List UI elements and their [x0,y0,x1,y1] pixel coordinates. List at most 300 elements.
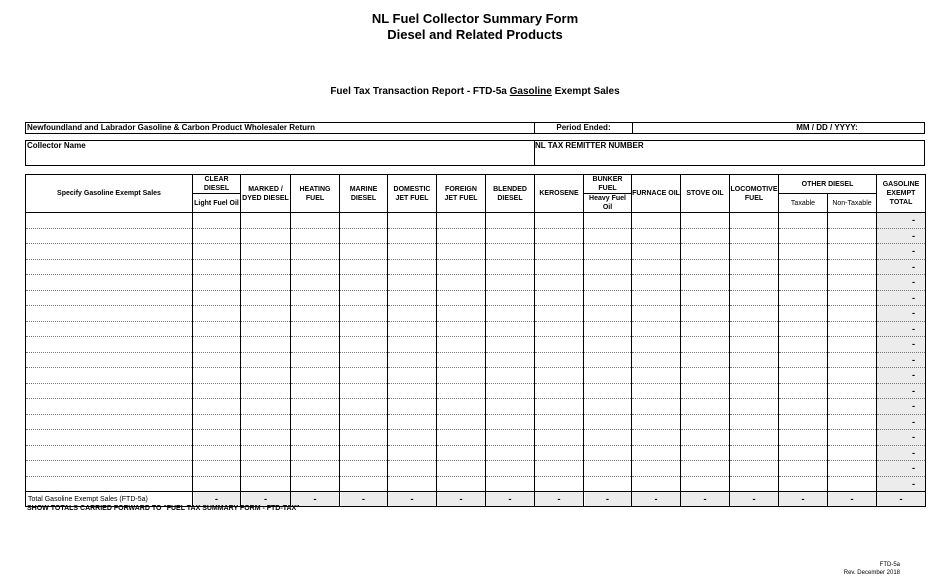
row-amount-cell[interactable] [241,352,291,368]
row-amount-cell[interactable] [730,290,779,306]
row-amount-cell[interactable] [486,461,535,477]
row-amount-cell[interactable] [779,228,828,244]
row-amount-cell[interactable] [437,383,486,399]
row-amount-cell[interactable] [388,306,437,322]
row-amount-cell[interactable] [193,445,241,461]
form-title: NL Fuel Collector Summary Form [371,11,579,26]
row-amount-cell[interactable] [632,244,681,260]
row-amount-cell[interactable] [681,321,730,337]
row-amount-cell[interactable] [291,321,340,337]
row-amount-cell[interactable] [437,213,486,229]
row-amount-cell[interactable] [535,383,584,399]
row-amount-cell[interactable] [779,414,828,430]
row-amount-cell[interactable] [388,321,437,337]
row-amount-cell[interactable] [486,476,535,492]
row-amount-cell[interactable] [388,352,437,368]
row-amount-cell[interactable] [681,290,730,306]
row-amount-cell[interactable] [828,445,877,461]
row-amount-cell[interactable] [535,461,584,477]
row-amount-cell[interactable] [193,399,241,415]
row-amount-cell[interactable] [241,275,291,291]
row-amount-cell[interactable] [681,461,730,477]
row-amount-cell[interactable] [584,290,632,306]
row-amount-cell[interactable] [241,259,291,275]
row-description-cell[interactable] [26,259,193,275]
row-amount-cell[interactable] [779,275,828,291]
row-amount-cell[interactable] [340,213,388,229]
row-amount-cell[interactable] [535,321,584,337]
row-amount-cell[interactable] [241,476,291,492]
row-amount-cell[interactable] [828,368,877,384]
row-amount-cell[interactable] [340,337,388,353]
entry-row [26,228,926,244]
row-amount-cell[interactable] [779,259,828,275]
row-amount-cell[interactable] [241,228,291,244]
row-amount-cell[interactable] [828,383,877,399]
row-amount-cell[interactable] [730,213,779,229]
row-amount-cell[interactable] [828,321,877,337]
row-amount-cell[interactable] [681,399,730,415]
row-amount-cell[interactable] [535,275,584,291]
row-amount-cell[interactable] [486,275,535,291]
row-amount-cell[interactable] [681,213,730,229]
column-total-cell: - [291,492,340,507]
row-amount-cell[interactable] [291,213,340,229]
row-amount-cell[interactable] [535,430,584,446]
row-amount-cell[interactable] [535,368,584,384]
row-amount-cell[interactable] [730,352,779,368]
row-amount-cell[interactable] [388,461,437,477]
row-amount-cell[interactable] [388,213,437,229]
row-amount-cell[interactable] [730,368,779,384]
remitter-number-field[interactable] [534,141,924,165]
row-amount-cell[interactable] [486,213,535,229]
row-amount-cell[interactable] [779,352,828,368]
row-description-cell[interactable] [26,352,193,368]
row-amount-cell[interactable] [828,430,877,446]
row-amount-cell[interactable] [779,213,828,229]
row-amount-cell[interactable] [340,383,388,399]
row-amount-cell[interactable] [828,290,877,306]
row-amount-cell[interactable] [681,476,730,492]
row-amount-cell[interactable] [340,430,388,446]
row-amount-cell[interactable] [632,290,681,306]
row-amount-cell[interactable] [193,244,241,260]
row-amount-cell[interactable] [779,476,828,492]
row-description-cell[interactable] [26,213,193,229]
entry-row [26,259,926,275]
row-description-cell[interactable] [26,321,193,337]
row-amount-cell[interactable] [437,399,486,415]
row-total-cell: - [877,275,926,291]
row-description-cell[interactable] [26,275,193,291]
row-description-cell[interactable] [26,399,193,415]
row-amount-cell[interactable] [681,430,730,446]
row-amount-cell[interactable] [632,414,681,430]
row-amount-cell[interactable] [486,259,535,275]
row-amount-cell[interactable] [632,383,681,399]
row-amount-cell[interactable] [241,213,291,229]
row-amount-cell[interactable] [486,290,535,306]
row-amount-cell[interactable] [730,275,779,291]
row-description-cell[interactable] [26,228,193,244]
row-amount-cell[interactable] [291,244,340,260]
row-amount-cell[interactable] [632,337,681,353]
row-amount-cell[interactable] [779,244,828,260]
row-amount-cell[interactable] [340,476,388,492]
row-amount-cell[interactable] [681,244,730,260]
row-amount-cell[interactable] [241,306,291,322]
row-description-cell[interactable] [26,337,193,353]
row-amount-cell[interactable] [241,321,291,337]
row-amount-cell[interactable] [241,337,291,353]
row-amount-cell[interactable] [193,352,241,368]
entry-row [26,414,926,430]
row-amount-cell[interactable] [437,461,486,477]
row-amount-cell[interactable] [535,244,584,260]
row-amount-cell[interactable] [584,383,632,399]
row-amount-cell[interactable] [486,414,535,430]
row-amount-cell[interactable] [730,476,779,492]
row-amount-cell[interactable] [584,337,632,353]
row-amount-cell[interactable] [828,259,877,275]
row-amount-cell[interactable] [340,321,388,337]
row-amount-cell[interactable] [828,337,877,353]
col-marked-line1: MARKED / [248,185,283,193]
row-amount-cell[interactable] [340,306,388,322]
row-amount-cell[interactable] [437,290,486,306]
row-amount-cell[interactable] [584,244,632,260]
row-amount-cell[interactable] [388,228,437,244]
row-amount-cell[interactable] [535,228,584,244]
row-amount-cell[interactable] [437,244,486,260]
row-amount-cell[interactable] [388,259,437,275]
row-amount-cell[interactable] [584,213,632,229]
row-amount-cell[interactable] [584,352,632,368]
row-amount-cell[interactable] [241,368,291,384]
row-amount-cell[interactable] [730,259,779,275]
row-amount-cell[interactable] [437,445,486,461]
row-amount-cell[interactable] [486,383,535,399]
row-amount-cell[interactable] [779,321,828,337]
row-amount-cell[interactable] [486,244,535,260]
row-amount-cell[interactable] [632,213,681,229]
entry-row [26,213,926,229]
entry-row [26,244,926,260]
col-specify: Specify Gasoline Exempt Sales [26,175,193,213]
col-gasoline-line1: GASOLINE [882,181,920,188]
row-description-cell[interactable] [26,414,193,430]
row-amount-cell[interactable] [291,368,340,384]
period-ended-field[interactable] [632,123,730,133]
row-amount-cell[interactable] [437,321,486,337]
row-amount-cell[interactable] [535,259,584,275]
row-amount-cell[interactable] [340,259,388,275]
row-amount-cell[interactable] [632,228,681,244]
form-code: FTD-5a [879,562,900,568]
return-header-row [25,122,925,134]
row-amount-cell[interactable] [437,352,486,368]
row-amount-cell[interactable] [535,337,584,353]
row-amount-cell[interactable] [584,414,632,430]
row-amount-cell[interactable] [828,461,877,477]
row-description-cell[interactable] [26,445,193,461]
row-amount-cell[interactable] [632,275,681,291]
row-amount-cell[interactable] [291,445,340,461]
col-marine-line2: DIESEL [350,194,377,202]
row-amount-cell[interactable] [291,430,340,446]
row-amount-cell[interactable] [681,337,730,353]
row-amount-cell[interactable] [730,430,779,446]
row-amount-cell[interactable] [437,228,486,244]
row-amount-cell[interactable] [730,244,779,260]
entry-row [26,275,926,291]
row-description-cell[interactable] [26,430,193,446]
row-amount-cell[interactable] [388,399,437,415]
row-amount-cell[interactable] [828,213,877,229]
row-amount-cell[interactable] [584,306,632,322]
row-amount-cell[interactable] [291,476,340,492]
row-amount-cell[interactable] [437,275,486,291]
row-amount-cell[interactable] [193,383,241,399]
row-amount-cell[interactable] [632,321,681,337]
row-amount-cell[interactable] [681,228,730,244]
row-amount-cell[interactable] [535,213,584,229]
col-domestic-line1: DOMESTIC [393,185,431,193]
row-amount-cell[interactable] [340,399,388,415]
row-amount-cell[interactable] [241,414,291,430]
row-amount-cell[interactable] [388,244,437,260]
row-amount-cell[interactable] [584,368,632,384]
entry-row [26,461,926,477]
row-amount-cell[interactable] [193,275,241,291]
row-amount-cell[interactable] [730,383,779,399]
row-amount-cell[interactable] [779,445,828,461]
row-amount-cell[interactable] [828,399,877,415]
row-amount-cell[interactable] [828,476,877,492]
row-amount-cell[interactable] [291,414,340,430]
row-amount-cell[interactable] [535,414,584,430]
row-description-cell[interactable] [26,306,193,322]
row-amount-cell[interactable] [486,321,535,337]
row-amount-cell[interactable] [193,430,241,446]
row-amount-cell[interactable] [681,275,730,291]
row-amount-cell[interactable] [779,461,828,477]
row-amount-cell[interactable] [730,445,779,461]
row-amount-cell[interactable] [681,414,730,430]
row-amount-cell[interactable] [241,399,291,415]
row-amount-cell[interactable] [681,306,730,322]
row-amount-cell[interactable] [828,275,877,291]
row-description-cell[interactable] [26,368,193,384]
form-revision: Rev. December 2018 [843,570,900,576]
row-amount-cell[interactable] [486,445,535,461]
row-total-cell: - [877,399,926,415]
row-total-cell: - [877,290,926,306]
row-amount-cell[interactable] [241,445,291,461]
row-amount-cell[interactable] [388,414,437,430]
row-amount-cell[interactable] [291,306,340,322]
row-amount-cell[interactable] [779,290,828,306]
row-amount-cell[interactable] [193,290,241,306]
row-amount-cell[interactable] [437,476,486,492]
row-amount-cell[interactable] [730,461,779,477]
row-amount-cell[interactable] [291,383,340,399]
row-amount-cell[interactable] [486,337,535,353]
exempt-sales-table [25,174,926,507]
row-amount-cell[interactable] [437,430,486,446]
row-amount-cell[interactable] [291,275,340,291]
row-amount-cell[interactable] [681,383,730,399]
row-amount-cell[interactable] [584,399,632,415]
collector-name-field[interactable] [27,141,534,165]
row-amount-cell[interactable] [486,228,535,244]
row-amount-cell[interactable] [681,445,730,461]
row-amount-cell[interactable] [437,259,486,275]
row-amount-cell[interactable] [730,399,779,415]
form-subtitle: Diesel and Related Products [387,27,563,42]
row-amount-cell[interactable] [340,461,388,477]
row-amount-cell[interactable] [730,414,779,430]
row-amount-cell[interactable] [584,228,632,244]
row-amount-cell[interactable] [291,228,340,244]
row-amount-cell[interactable] [241,244,291,260]
row-description-cell[interactable] [26,290,193,306]
row-amount-cell[interactable] [632,399,681,415]
row-amount-cell[interactable] [730,228,779,244]
row-amount-cell[interactable] [584,275,632,291]
row-amount-cell[interactable] [828,228,877,244]
row-amount-cell[interactable] [340,290,388,306]
row-amount-cell[interactable] [486,306,535,322]
row-amount-cell[interactable] [632,430,681,446]
row-amount-cell[interactable] [779,337,828,353]
row-amount-cell[interactable] [340,414,388,430]
row-amount-cell[interactable] [779,383,828,399]
row-amount-cell[interactable] [632,306,681,322]
row-amount-cell[interactable] [388,476,437,492]
row-amount-cell[interactable] [193,228,241,244]
row-amount-cell[interactable] [437,337,486,353]
row-amount-cell[interactable] [632,352,681,368]
row-amount-cell[interactable] [730,321,779,337]
row-amount-cell[interactable] [291,337,340,353]
row-amount-cell[interactable] [828,306,877,322]
row-amount-cell[interactable] [437,306,486,322]
row-amount-cell[interactable] [681,368,730,384]
row-amount-cell[interactable] [828,352,877,368]
row-amount-cell[interactable] [388,290,437,306]
row-amount-cell[interactable] [632,259,681,275]
row-amount-cell[interactable] [779,430,828,446]
row-amount-cell[interactable] [681,352,730,368]
row-amount-cell[interactable] [535,476,584,492]
row-amount-cell[interactable] [388,383,437,399]
row-description-cell[interactable] [26,461,193,477]
col-blended-diesel [486,175,535,213]
row-amount-cell[interactable] [193,476,241,492]
row-amount-cell[interactable] [241,461,291,477]
row-amount-cell[interactable] [730,337,779,353]
row-amount-cell[interactable] [437,368,486,384]
row-amount-cell[interactable] [632,476,681,492]
row-amount-cell[interactable] [388,337,437,353]
row-amount-cell[interactable] [193,321,241,337]
row-amount-cell[interactable] [388,430,437,446]
row-amount-cell[interactable] [486,352,535,368]
row-amount-cell[interactable] [291,461,340,477]
row-amount-cell[interactable] [340,368,388,384]
row-description-cell[interactable] [26,476,193,492]
row-amount-cell[interactable] [632,445,681,461]
row-amount-cell[interactable] [535,399,584,415]
row-amount-cell[interactable] [730,306,779,322]
row-amount-cell[interactable] [828,414,877,430]
row-amount-cell[interactable] [193,414,241,430]
row-amount-cell[interactable] [340,228,388,244]
row-amount-cell[interactable] [486,368,535,384]
row-amount-cell[interactable] [779,306,828,322]
row-amount-cell[interactable] [828,244,877,260]
row-amount-cell[interactable] [193,368,241,384]
row-amount-cell[interactable] [535,306,584,322]
row-amount-cell[interactable] [193,461,241,477]
row-amount-cell[interactable] [584,461,632,477]
row-amount-cell[interactable] [584,445,632,461]
row-amount-cell[interactable] [340,275,388,291]
row-amount-cell[interactable] [779,368,828,384]
row-amount-cell[interactable] [388,275,437,291]
row-amount-cell[interactable] [486,430,535,446]
row-amount-cell[interactable] [486,399,535,415]
row-amount-cell[interactable] [388,368,437,384]
column-total-cell: - [535,492,584,507]
row-amount-cell[interactable] [291,399,340,415]
row-amount-cell[interactable] [241,383,291,399]
row-amount-cell[interactable] [291,259,340,275]
row-amount-cell[interactable] [193,306,241,322]
row-amount-cell[interactable] [340,445,388,461]
row-amount-cell[interactable] [291,290,340,306]
row-amount-cell[interactable] [535,352,584,368]
row-amount-cell[interactable] [340,352,388,368]
row-amount-cell[interactable] [584,476,632,492]
row-amount-cell[interactable] [535,445,584,461]
row-description-cell[interactable] [26,244,193,260]
row-amount-cell[interactable] [241,430,291,446]
row-amount-cell[interactable] [632,368,681,384]
row-amount-cell[interactable] [437,414,486,430]
remitter-number-label: NL TAX REMITTER NUMBER [535,141,644,150]
row-amount-cell[interactable] [535,290,584,306]
row-amount-cell[interactable] [193,259,241,275]
row-description-cell[interactable] [26,383,193,399]
row-amount-cell[interactable] [241,290,291,306]
row-amount-cell[interactable] [340,244,388,260]
col-light-fuel-oil: Light Fuel Oil [193,194,241,213]
row-amount-cell[interactable] [193,213,241,229]
row-amount-cell[interactable] [584,259,632,275]
row-amount-cell[interactable] [779,399,828,415]
row-amount-cell[interactable] [388,445,437,461]
row-amount-cell[interactable] [681,259,730,275]
row-amount-cell[interactable] [584,321,632,337]
row-amount-cell[interactable] [584,430,632,446]
row-amount-cell[interactable] [193,337,241,353]
row-amount-cell[interactable] [291,352,340,368]
row-amount-cell[interactable] [632,461,681,477]
row-total-cell: - [877,259,926,275]
